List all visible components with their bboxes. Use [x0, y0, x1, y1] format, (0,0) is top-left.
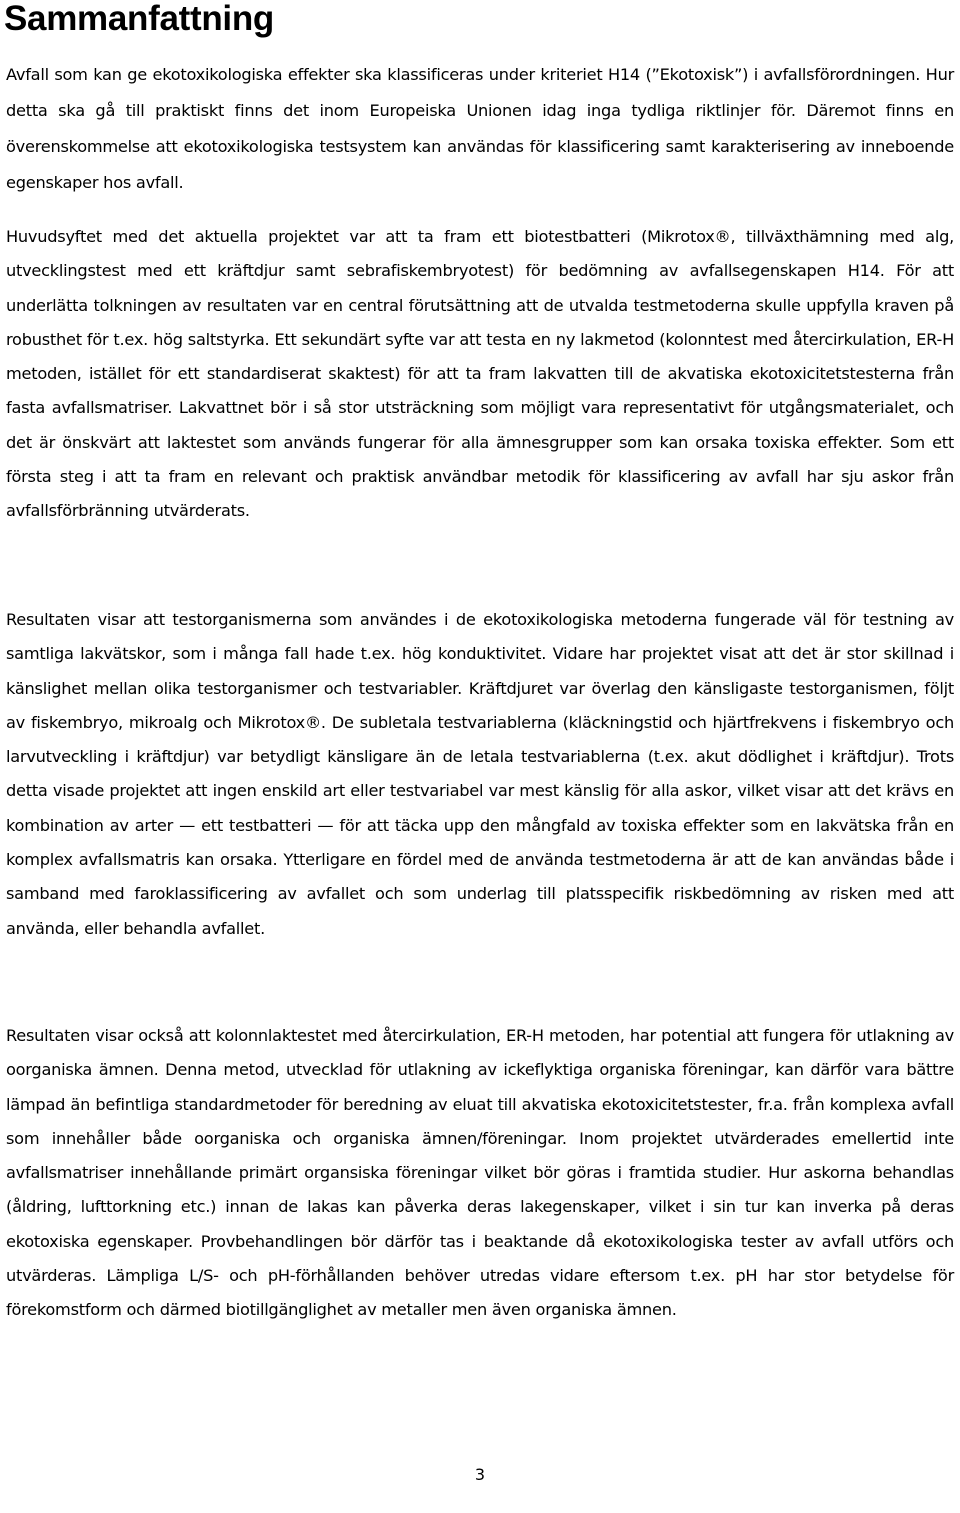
- paragraph-intro: Avfall som kan ge ekotoxikologiska effekter ska klassificeras under kriteriet H14 (”Ekotoxisk”) i avfallsförordningen. Hur detta ska gå till praktiskt finns det inom Europeiska Unionen idag inga tydliga riktlinjer för. Däremot finns en överenskommelse att ekotoxikologiska testsystem kan användas för klassificering samt karakterisering av inneboende egenskaper hos avfall.: [6, 65, 954, 192]
- section-title: Sammanfattning: [4, 0, 274, 38]
- page-number: 3: [474, 1465, 486, 1484]
- paragraph-results: Resultaten visar att testorganismerna som användes i de ekotoxikologiska metoderna fungerade väl för testning av samtliga lakvätskor, som i många fall hade t.ex. hög konduktivitet. Vidare har projektet visat att det är stor skillnad i känslighet mellan olika testorganismer och testvariabler. Kräftdjuret var överlag den känsligaste testorganismen, följt av fiskembryo, mikroalg och Mikrotox®. De subletala testvariablerna (kläckningstid och hjärtfrekvens i fiskembryo och larvutveckling i kräftdjur) var betydligt känsligare än de letala testvariablerna (t.ex. akut dödlighet i kräftdjur). Trots detta visade projektet att ingen enskild art eller testvariabel var mest känslig för alla askor, vilket visar att det krävs en kombination av arter — ett testbatteri — för att täcka upp den mångfald av toxiska effekter som en lakvätska från en komplex avfallsmatris kan orsaka. Ytterligare en fördel med de använda testmetoderna är att de kan användas både i samband med faroklassificering av avfallet och som underlag till platsspecifik riskbedömning av risken med att använda, eller behandla avfallet.: [6, 610, 954, 938]
- paragraph-purpose: Huvudsyftet med det aktuella projektet var att ta fram ett biotestbatteri (Mikrotox®, tillväxthämning med alg, utvecklingstest med ett kräftdjur samt sebrafiskembryotest) för bedömning av avfallsegenskapen H14. För att underlätta tolkningen av resultaten var en central förutsättning att de utvalda testmetoderna skulle uppfylla kraven på robusthet för t.ex. hög saltstyrka. Ett sekundärt syfte var att testa en ny lakmetod (kolonntest med återcirkulation, ER-H metoden, istället för ett standardiserat skaktest) för att ta fram lakvatten till de akvatiska ekotoxicitetstesterna från fasta avfallsmatriser. Lakvattnet bör i så stor utsträckning som möjligt vara representativt för utgångsmaterialet, och det är önskvärt att laktestet som används fungerar för alla ämnesgrupper som kan orsaka toxiska effekter. Som ett första steg i att ta fram en relevant och praktisk användbar metodik för klassificering av avfall har sju askor från avfallsförbränning utvärderats.: [6, 227, 954, 521]
- paragraph-leaching-results: Resultaten visar också att kolonnlaktestet med återcirkulation, ER-H metoden, har potential att fungera för utlakning av oorganiska ämnen. Denna metod, utvecklad för utlakning av ickeflyktiga organiska föreningar, kan därför vara bättre lämpad än befintliga standardmetoder för beredning av eluat till akvatiska ekotoxicitetstester, fr.a. från komplexa avfall som innehåller både oorganiska och organiska ämnen/föreningar. Inom projektet utvärderades emellertid inte avfallsmatriser innehållande primärt organsiska föreningar vilket bör göras i framtida studier. Hur askorna behandlas (åldring, lufttorkning etc.) innan de lakas kan påverka deras lakegenskaper, vilket i sin tur kan inverka på deras ekotoxiska egenskaper. Provbehandlingen bör därför tas i beaktande då ekotoxikologiska tester av avfall utförs och utvärderas. Lämpliga L/S- och pH-förhållanden behöver utredas vidare eftersom t.ex. pH har stor betydelse för förekomstform och därmed biotillgänglighet av metaller men även organiska ämnen.: [6, 1026, 954, 1320]
